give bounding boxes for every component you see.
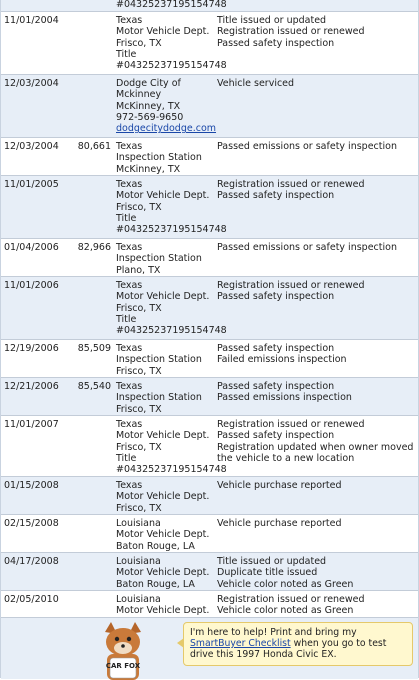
table-row — [1, 0, 418, 12]
source-line: Baton Rouge, LA — [116, 540, 195, 552]
table-row — [1, 477, 418, 515]
source-line: Motor Vehicle Dept. — [116, 26, 210, 38]
detail-line: Vehicle serviced — [217, 78, 295, 89]
record-details — [217, 416, 418, 476]
source-line: Texas — [116, 419, 143, 430]
mascot-sign-text: CAR FOX — [105, 662, 141, 670]
table-row — [1, 239, 418, 277]
detail-line: Registration issued or renewed — [217, 179, 365, 190]
record-date: 01/04/2006 — [4, 242, 59, 253]
source-line: Texas — [116, 15, 143, 26]
help-footer — [1, 617, 418, 679]
record-details — [217, 12, 418, 74]
source-line: Motor Vehicle Dept. — [116, 529, 210, 541]
record-details — [217, 176, 418, 238]
detail-line: Passed safety inspection — [217, 343, 335, 354]
record-details — [217, 138, 418, 175]
record-details — [217, 340, 418, 377]
record-source — [111, 176, 227, 238]
source-line: Dodge City of — [116, 78, 181, 89]
help-bubble — [183, 622, 413, 666]
detail-line: Title issued or updated — [217, 556, 327, 567]
source-line: #04325237195154748 — [116, 325, 227, 337]
source-line: Inspection Station — [116, 152, 202, 164]
record-odometer — [74, 277, 111, 339]
record-odometer — [74, 75, 111, 137]
source-line: Motor Vehicle Dept. — [116, 190, 210, 202]
source-line: Motor Vehicle Dept. — [116, 491, 210, 503]
table-row — [1, 340, 418, 378]
source-line: Louisiana — [116, 556, 161, 567]
record-date: 12/21/2006 — [4, 381, 59, 392]
detail-line: Registration issued or renewed — [217, 419, 365, 430]
record-odometer — [74, 416, 111, 476]
record-source — [111, 477, 217, 514]
record-details — [217, 277, 418, 339]
source-line: Louisiana — [116, 594, 161, 605]
record-source — [111, 0, 227, 11]
table-row — [1, 378, 418, 416]
record-source — [111, 138, 217, 175]
detail-line: Passed safety inspection — [217, 381, 335, 392]
record-source — [111, 340, 217, 377]
detail-line: Duplicate title issued — [217, 567, 318, 579]
detail-line: Vehicle color noted as Green — [217, 578, 354, 590]
source-line: #04325237195154748 — [116, 0, 227, 10]
source-line: Frisco, TX — [116, 37, 162, 49]
source-line: Texas — [116, 242, 143, 253]
table-row — [1, 176, 418, 239]
record-details — [217, 75, 418, 137]
bubble-text-end: when you go to test drive this 1997 Honda Civic EX. — [190, 638, 387, 660]
detail-line: Registration issued or renewed — [217, 594, 365, 605]
detail-line: Passed safety inspection — [217, 37, 335, 49]
source-line: Frisco, TX — [116, 201, 162, 213]
record-date: 11/01/2005 — [4, 179, 59, 190]
source-line: Texas — [116, 179, 143, 190]
detail-line: Passed emissions or safety inspection — [217, 242, 397, 253]
record-source — [111, 553, 217, 590]
source-line: Motor Vehicle Dept. — [116, 567, 210, 579]
detail-line: Passed emissions inspection — [217, 392, 352, 404]
source-line: Frisco, TX — [116, 441, 162, 453]
record-source — [111, 75, 217, 137]
source-line: 972-569-9650 — [116, 111, 184, 123]
record-details — [217, 553, 418, 590]
source-line: Texas — [116, 280, 143, 291]
record-details — [217, 239, 418, 276]
record-date: 12/03/2004 — [4, 78, 59, 89]
record-details — [217, 515, 418, 552]
source-line: Motor Vehicle Dept. — [116, 430, 210, 442]
source-line: Inspection Station — [116, 392, 202, 404]
source-line: Texas — [116, 343, 143, 354]
record-date: 01/15/2008 — [4, 480, 59, 491]
record-source — [111, 12, 227, 74]
source-line: Title — [116, 48, 137, 60]
source-line: Motor Vehicle Dept. — [116, 605, 210, 617]
record-source — [111, 277, 227, 339]
source-line: Motor Vehicle Dept. — [116, 291, 210, 303]
table-row — [1, 138, 418, 176]
record-date: 02/05/2010 — [4, 594, 59, 605]
source-line: Frisco, TX — [116, 365, 162, 377]
source-line: Frisco, TX — [116, 502, 162, 514]
detail-line: Registration issued or renewed — [217, 26, 365, 38]
source-line: McKinney, TX — [116, 100, 181, 112]
detail-line: Title issued or updated — [217, 15, 327, 26]
table-row — [1, 12, 418, 75]
source-line: Title — [116, 212, 137, 224]
source-line: Mckinney — [116, 89, 162, 101]
record-details — [217, 477, 418, 514]
detail-line: Passed emissions or safety inspection — [217, 141, 397, 152]
detail-line: Registration issued or renewed — [217, 280, 365, 291]
record-odometer — [74, 0, 111, 11]
detail-line: Vehicle purchase reported — [217, 480, 342, 491]
detail-line: Registration updated when owner moved the vehicle to a new location — [217, 441, 414, 464]
record-date: 02/15/2008 — [4, 518, 59, 529]
record-date: 11/01/2006 — [4, 280, 59, 291]
source-line: #04325237195154748 — [116, 60, 227, 72]
record-odometer: 82,966 — [77, 242, 111, 253]
source-line: #04325237195154748 — [116, 224, 227, 236]
record-source — [111, 515, 217, 552]
history-rows — [1, 0, 418, 629]
record-date: 12/03/2004 — [4, 141, 59, 152]
record-odometer — [74, 515, 111, 552]
source-line: McKinney, TX — [116, 163, 181, 175]
record-date: 04/17/2008 — [4, 556, 59, 567]
bubble-text-start: I'm here to help! Print and bring my — [190, 627, 357, 638]
table-row — [1, 75, 418, 138]
table-row — [1, 553, 418, 591]
table-row — [1, 277, 418, 340]
carfox-mascot-icon — [93, 622, 153, 680]
dealer-website-link[interactable]: dodgecitydodge.com — [116, 123, 217, 135]
source-line: Title — [116, 313, 137, 325]
record-date — [1, 0, 74, 11]
record-details — [217, 378, 418, 415]
detail-line: Failed emissions inspection — [217, 354, 347, 366]
record-odometer: 85,540 — [77, 381, 111, 392]
detail-line: Passed safety inspection — [217, 291, 335, 303]
source-line: #04325237195154748 — [116, 464, 227, 476]
record-date: 11/01/2004 — [4, 15, 59, 26]
detail-line: Passed safety inspection — [217, 430, 335, 442]
source-line: Frisco, TX — [116, 302, 162, 314]
record-odometer — [74, 176, 111, 238]
table-row — [1, 515, 418, 553]
source-line: Texas — [116, 381, 143, 392]
source-line: Inspection Station — [116, 253, 202, 265]
source-line: Texas — [116, 480, 143, 491]
detail-line: Vehicle purchase reported — [217, 518, 342, 529]
detail-line: Passed safety inspection — [217, 190, 335, 202]
source-line: Baton Rouge, LA — [116, 578, 195, 590]
record-source — [111, 239, 217, 276]
source-line: Louisiana — [116, 518, 161, 529]
table-row — [1, 416, 418, 477]
record-odometer: 85,509 — [77, 343, 111, 354]
record-odometer — [74, 12, 111, 74]
source-line: Title — [116, 452, 137, 464]
smartbuyer-checklist-link[interactable]: SmartBuyer Checklist — [190, 638, 291, 649]
source-line: Inspection Station — [116, 354, 202, 366]
record-date: 11/01/2007 — [4, 419, 59, 430]
record-details — [217, 0, 418, 11]
record-odometer — [74, 477, 111, 514]
record-source — [111, 378, 217, 415]
record-odometer — [74, 553, 111, 590]
source-line: Texas — [116, 141, 143, 152]
record-odometer: 80,661 — [77, 141, 111, 152]
detail-line: Vehicle color noted as Green — [217, 605, 354, 617]
source-line: Frisco, TX — [116, 403, 162, 415]
record-source — [111, 416, 227, 476]
record-date: 12/19/2006 — [4, 343, 59, 354]
source-line: Plano, TX — [116, 264, 161, 276]
